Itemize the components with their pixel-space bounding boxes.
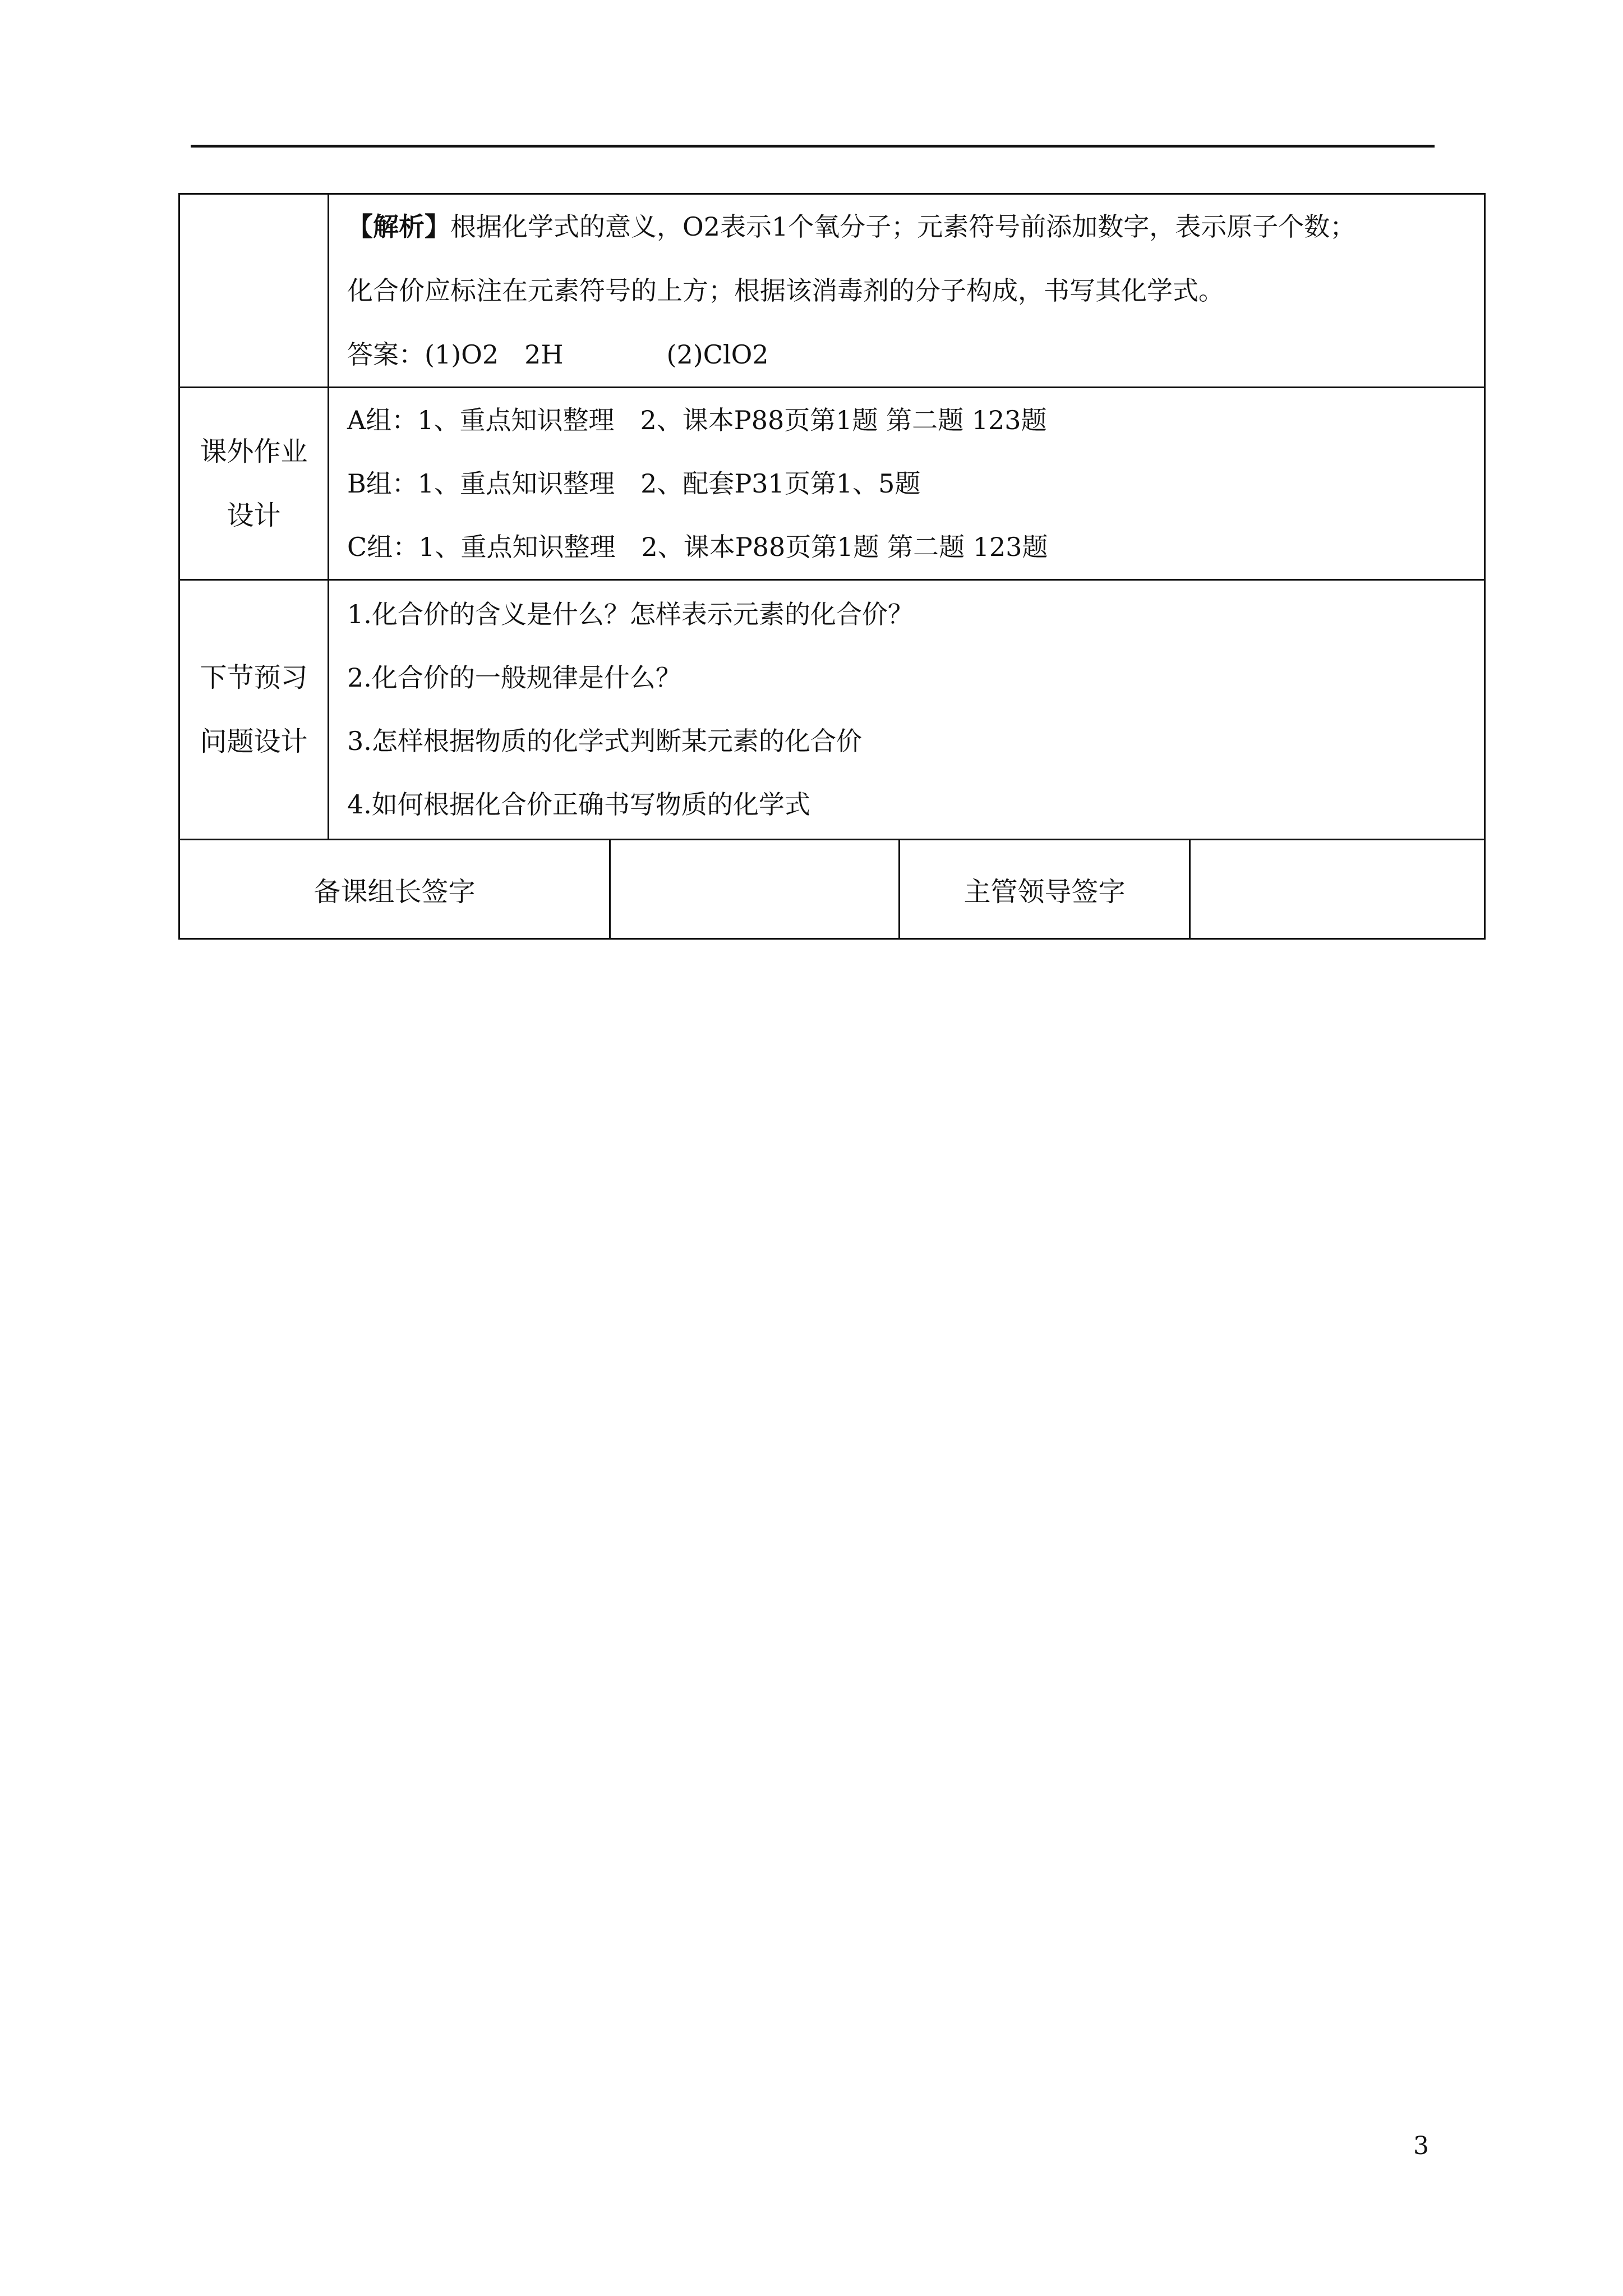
supervisor-signature-field[interactable] [1190,840,1485,939]
homework-label-line-2: 设计 [227,500,281,531]
analysis-line-2: 化合价应标注在元素符号的上方；根据该消毒剂的分子构成，书写其化学式。 [347,275,1224,306]
preview-question-2: 2.化合价的一般规律是什么？ [347,662,681,693]
supervisor-signature-label: 主管领导签字 [900,840,1190,939]
homework-label-cell [179,388,329,580]
analysis-text-1: 根据化学式的意义，O2表示1个氧分子；元素符号前添加数字，表示原子个数； [450,211,1356,242]
group-leader-signature-field[interactable] [610,840,900,939]
analysis-line-1 [347,195,1473,259]
homework-row [179,388,1485,580]
analysis-answer: 答案：(1)O2 2H (2)ClO2 [347,339,769,370]
analysis-row [179,194,1485,388]
homework-content-cell [329,388,1485,580]
homework-label-line-1: 课外作业 [200,436,308,467]
homework-item-b: B组：1、重点知识整理 2、配套P31页第1、5题 [347,468,921,499]
homework-item-c: C组：1、重点知识整理 2、课本P88页第1题 第二题 123题 [347,531,1048,562]
homework-item-a: A组：1、重点知识整理 2、课本P88页第1题 第二题 123题 [347,404,1047,435]
preview-row [179,580,1485,840]
lesson-plan-table [178,193,1486,940]
group-leader-signature-label: 备课组长签字 [179,840,610,939]
preview-label-cell [179,580,329,840]
signature-row [179,840,1485,939]
preview-question-4: 4.如何根据化合价正确书写物质的化学式 [347,789,810,820]
preview-content-cell [329,580,1485,840]
preview-question-3: 3.怎样根据物质的化学式判断某元素的化合价 [347,726,862,756]
header-rule [191,145,1435,148]
analysis-content-cell [329,194,1485,388]
preview-question-1: 1.化合价的含义是什么？怎样表示元素的化合价？ [347,599,914,629]
preview-label-line-2: 问题设计 [200,726,308,757]
analysis-tag: 【解析】 [347,211,450,242]
page-number: 3 [1413,2132,1429,2160]
analysis-label-cell [179,194,329,388]
preview-label-line-1: 下节预习 [200,662,308,693]
